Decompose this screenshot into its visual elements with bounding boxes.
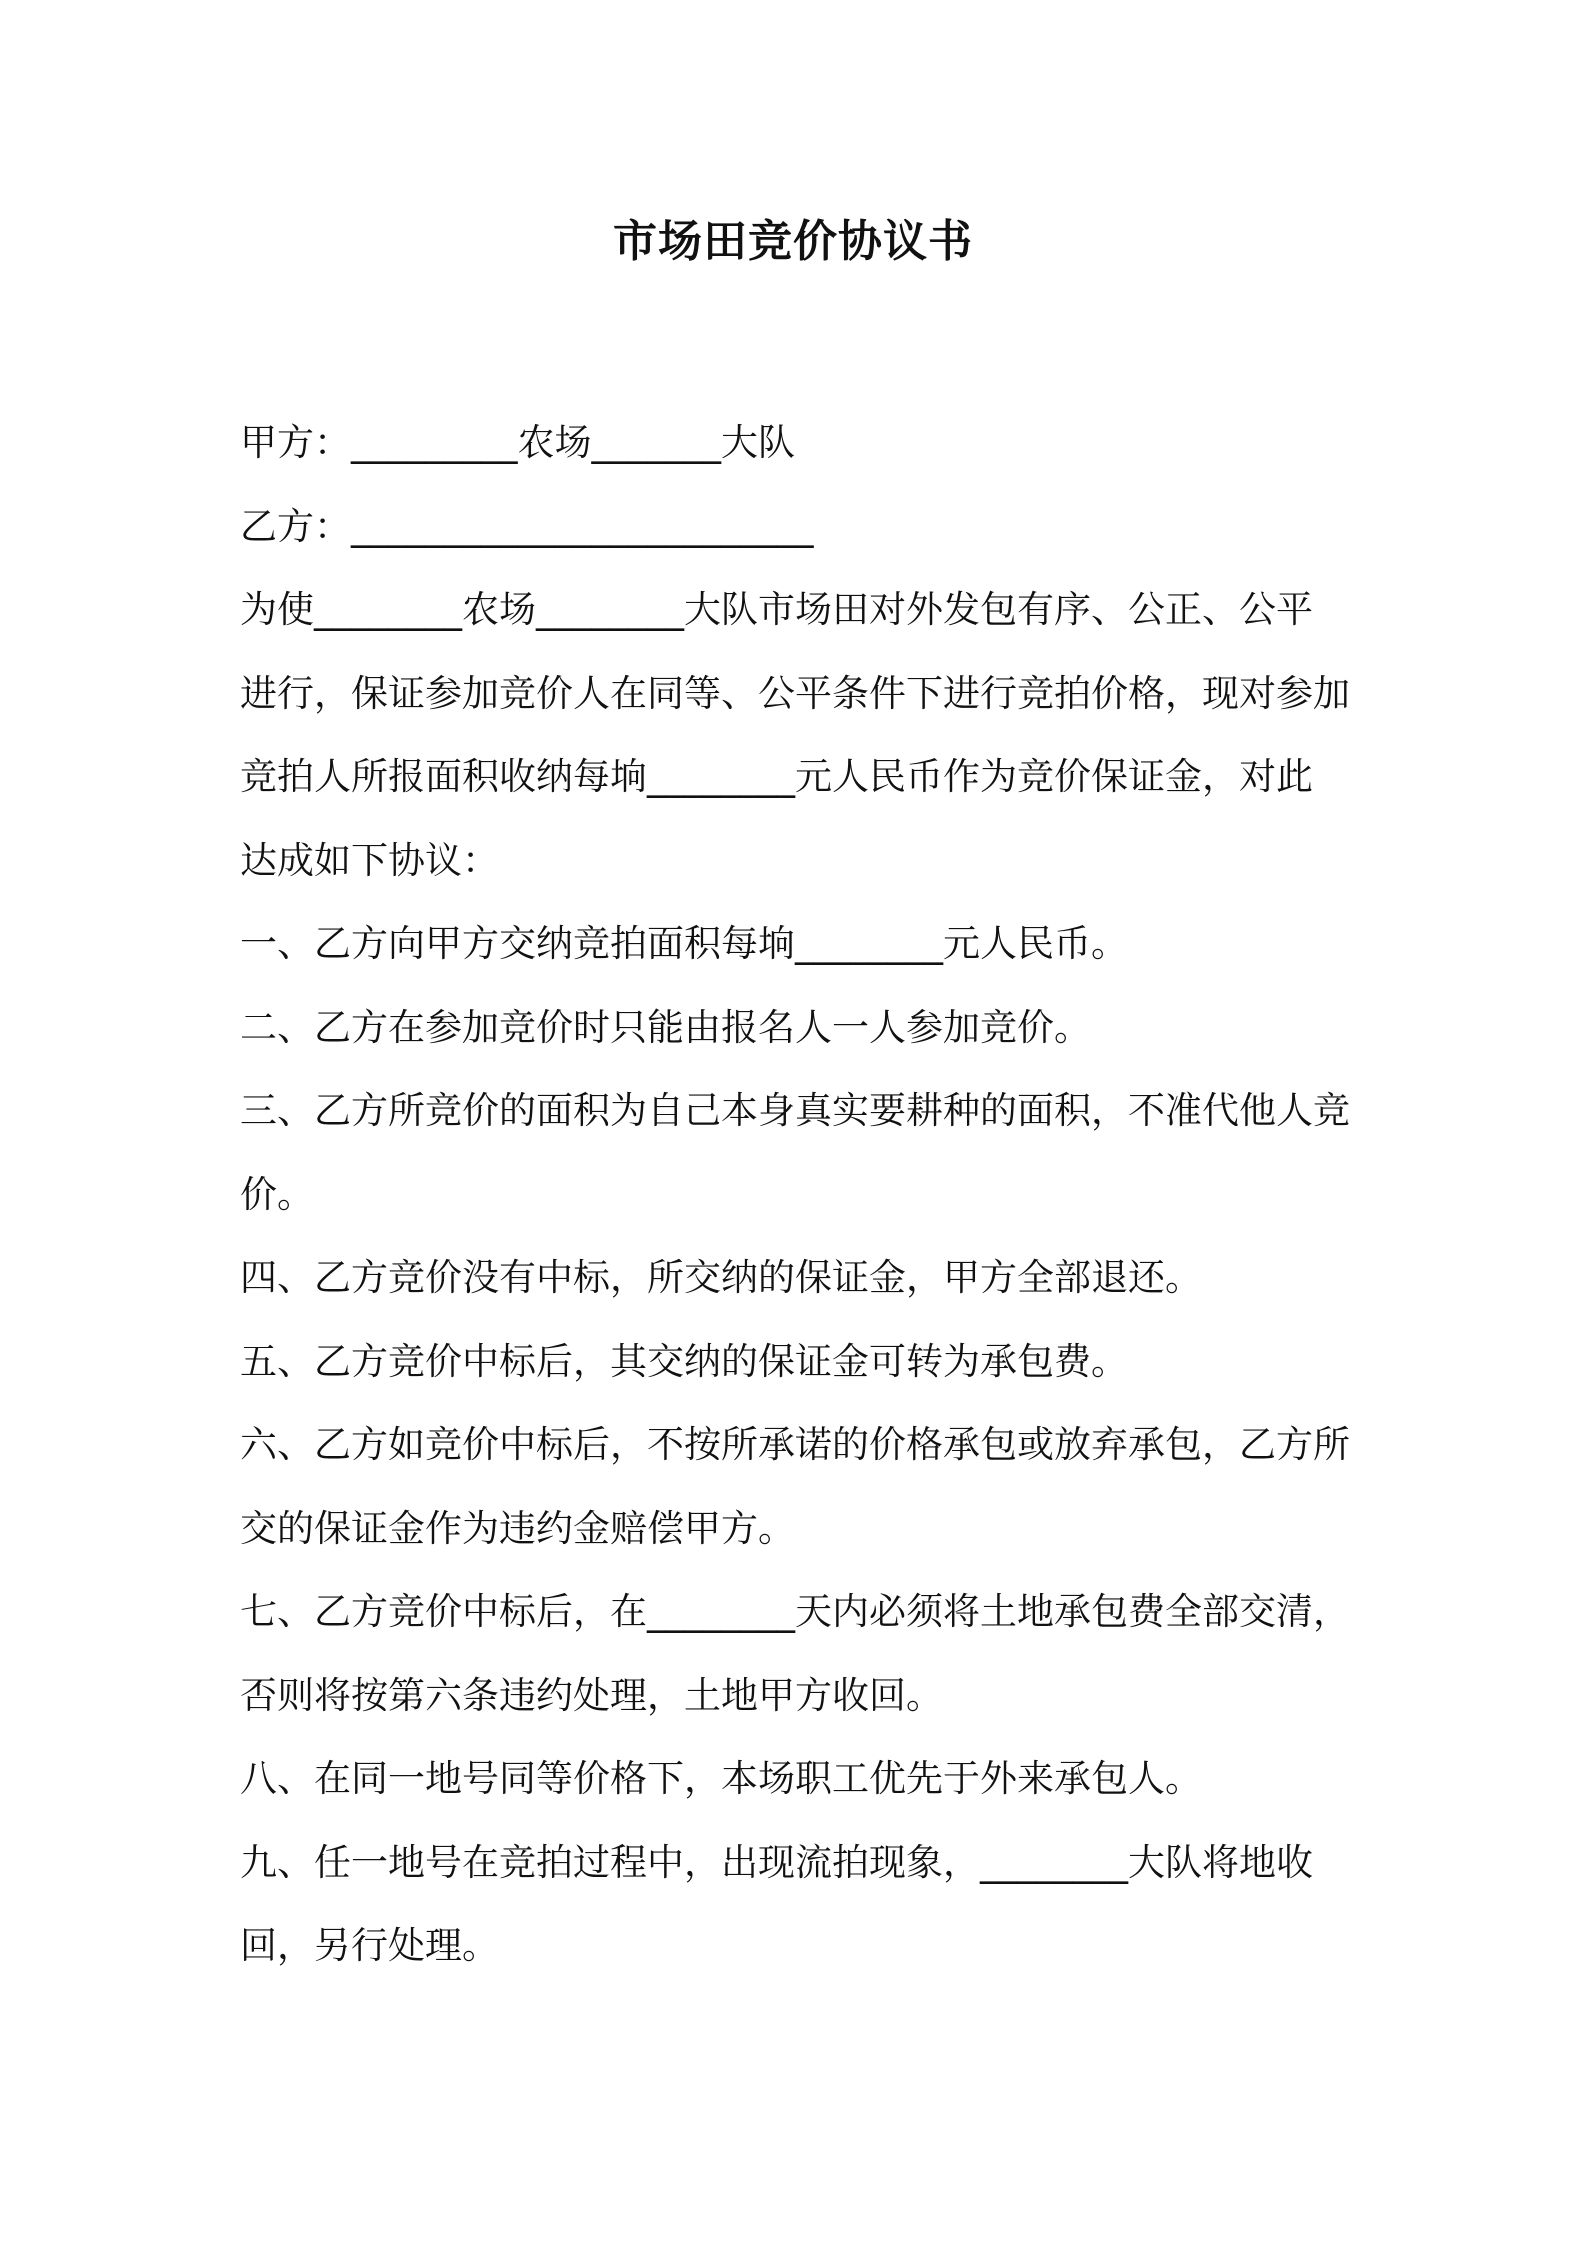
document-body [240,401,1370,1988]
clause-4: 四、乙方竞价没有中标，所交纳的保证金，甲方全部退还。 [240,1256,1202,1299]
clause-9-line-1: 九、任一地号在竞拍过程中，出现流拍现象，________大队将地收 [240,1840,1313,1884]
clause-6-line-2: 交的保证金作为违约金赔偿甲方。 [240,1506,795,1550]
clause-7-line-1: 七、乙方竞价中标后，在________天内必须将土地承包费全部交清， [240,1590,1350,1633]
clause-3-line-2: 价。 [240,1172,314,1216]
clause-5: 五、乙方竞价中标后，其交纳的保证金可转为承包费。 [240,1339,1128,1383]
party-b-line: 乙方：_________________________ [240,504,814,548]
preamble-line-4: 达成如下协议： [240,838,499,882]
clause-9-line-2: 回，另行处理。 [240,1924,499,1967]
preamble-line-3: 竞拍人所报面积收纳每垧________元人民币作为竞价保证金，对此 [240,755,1313,798]
clause-8: 八、在同一地号同等价格下，本场职工优先于外来承包人。 [240,1757,1202,1800]
preamble-line-2: 进行，保证参加竞价人在同等、公平条件下进行竞拍价格，现对参加 [240,671,1350,715]
party-a-line: 甲方：_________农场_______大队 [240,421,795,464]
preamble-line-1: 为使________农场________大队市场田对外发包有序、公正、公平 [240,588,1313,631]
clause-6-line-1: 六、乙方如竞价中标后，不按所承诺的价格承包或放弃承包，乙方所 [240,1423,1350,1466]
document-title: 市场田竞价协议书 [613,216,973,267]
clause-7-line-2: 否则将按第六条违约处理，土地甲方收回。 [240,1673,943,1717]
clause-2: 二、乙方在参加竞价时只能由报名人一人参加竞价。 [240,1005,1091,1049]
clause-3-line-1: 三、乙方所竞价的面积为自己本身真实要耕种的面积，不准代他人竞 [240,1089,1350,1132]
clause-1: 一、乙方向甲方交纳竞拍面积每垧________元人民币。 [240,922,1128,965]
